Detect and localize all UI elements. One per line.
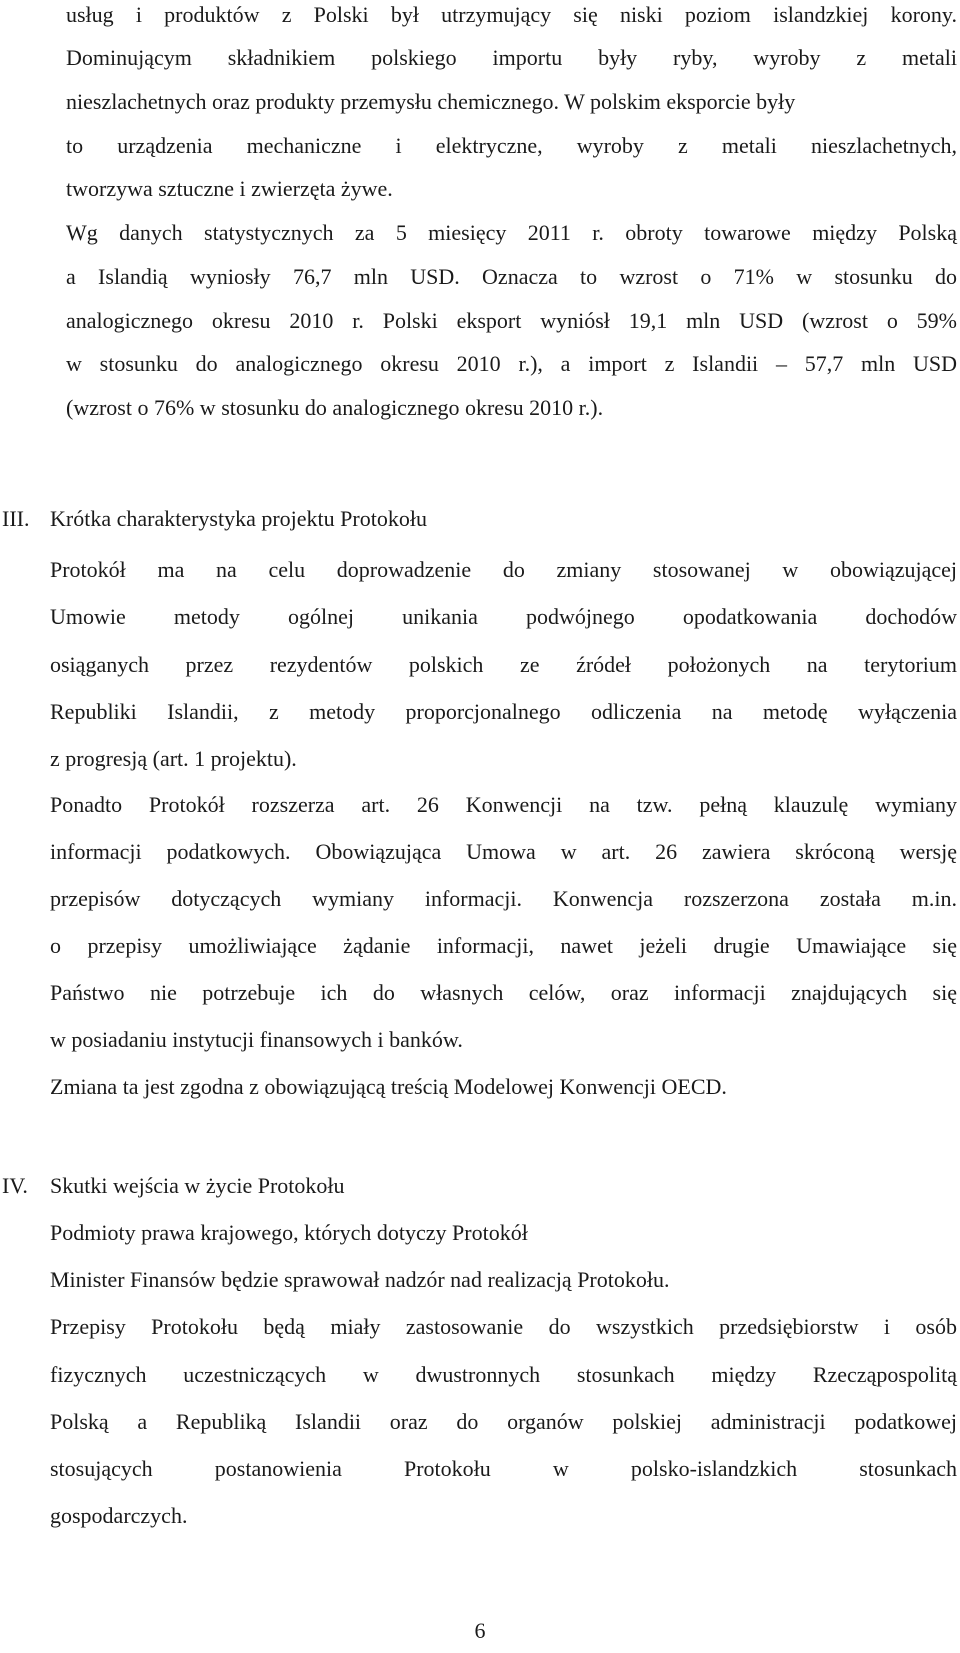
section-number: IV. (2, 1173, 28, 1198)
section-3-line: Ponadto Protokół rozszerza art. 26 Konwencji na tzw. pełną klauzulę wymiany (50, 792, 957, 817)
section-4-line: fizycznych uczestniczących w dwustronnych stosunkach między Rzecząpospolitą (50, 1362, 957, 1387)
section-number: III. (2, 506, 30, 531)
intro-line: to urządzenia mechaniczne i elektryczne, wyroby z metali nieszlachetnych, (66, 133, 957, 158)
section-3-line: Zmiana ta jest zgodna z obowiązującą treścią Modelowej Konwencji OECD. (50, 1074, 727, 1099)
section-title: Skutki wejścia w życie Protokołu (50, 1173, 345, 1198)
section-3-line: Republiki Islandii, z metody proporcjonalnego odliczenia na metodę wyłączenia (50, 699, 957, 724)
intro-line: tworzywa sztuczne i zwierzęta żywe. (66, 176, 393, 201)
intro-line: analogicznego okresu 2010 r. Polski eksport wyniósł 19,1 mln USD (wzrost o 59% (66, 308, 957, 333)
intro-line: usług i produktów z Polski był utrzymujący się niski poziom islandzkiej korony. (66, 2, 957, 27)
section-3-line: z progresją (art. 1 projektu). (50, 746, 297, 771)
section-3-line: Umowie metody ogólnej unikania podwójnego opodatkowania dochodów (50, 604, 957, 629)
section-4-line: gospodarczych. (50, 1503, 188, 1528)
section-title: Krótka charakterystyka projektu Protokołu (50, 506, 427, 531)
intro-line: nieszlachetnych oraz produkty przemysłu chemicznego. W polskim eksporcie były (66, 89, 796, 114)
section-3-line: informacji podatkowych. Obowiązująca Umowa w art. 26 zawiera skróconą wersję (50, 839, 957, 864)
intro-line: Dominującym składnikiem polskiego importu były ryby, wyroby z metali (66, 45, 957, 70)
page-number: 6 (474, 1618, 486, 1643)
intro-line: Wg danych statystycznych za 5 miesięcy 2011 r. obroty towarowe między Polską (66, 220, 957, 245)
intro-line: (wzrost o 76% w stosunku do analogicznego okresu 2010 r.). (66, 395, 604, 420)
intro-line: w stosunku do analogicznego okresu 2010 r.), a import z Islandii – 57,7 mln USD (66, 351, 957, 376)
section-3-line: Państwo nie potrzebuje ich do własnych celów, oraz informacji znajdujących się (50, 980, 957, 1005)
section-4-line: Podmioty prawa krajowego, których dotyczy Protokół (50, 1220, 528, 1245)
intro-line: a Islandią wyniosły 76,7 mln USD. Oznacza to wzrost o 71% w stosunku do (66, 264, 957, 289)
section-3-line: przepisów dotyczących wymiany informacji. Konwencja rozszerzona została m.in. (50, 886, 957, 911)
section-4-line: Minister Finansów będzie sprawował nadzór nad realizacją Protokołu. (50, 1267, 670, 1292)
section-3-line: Protokół ma na celu doprowadzenie do zmiany stosowanej w obowiązującej (50, 557, 957, 582)
section-4-line: Polską a Republiką Islandii oraz do organów polskiej administracji podatkowej (50, 1409, 957, 1434)
section-4-line: Przepisy Protokołu będą miały zastosowanie do wszystkich przedsiębiorstw i osób (50, 1314, 957, 1339)
section-3-line: w posiadaniu instytucji finansowych i banków. (50, 1027, 463, 1052)
section-3-line: o przepisy umożliwiające żądanie informacji, nawet jeżeli drugie Umawiające się (50, 933, 957, 958)
section-4-line: stosujących postanowienia Protokołu w polsko-islandzkich stosunkach (50, 1456, 957, 1481)
section-3-line: osiąganych przez rezydentów polskich ze źródeł położonych na terytorium (50, 652, 957, 677)
